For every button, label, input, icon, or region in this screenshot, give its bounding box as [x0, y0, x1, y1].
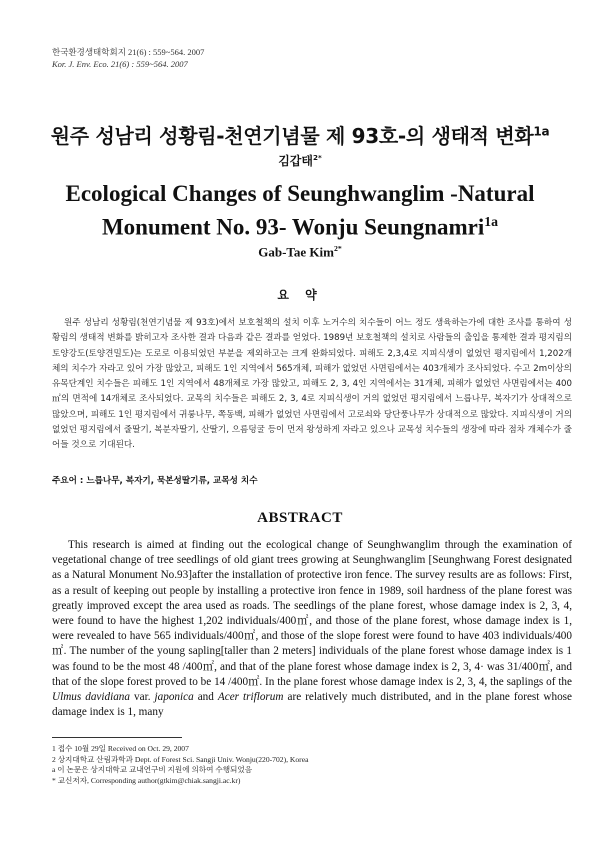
scientific-name: Ulmus davidiana — [52, 691, 130, 704]
footnote-funding: a 이 논문은 상지대학교 교내연구비 지원에 의하여 수행되었음 — [52, 765, 253, 774]
english-title-line-2: Monument No. 93- Wonju Seungnamri — [101, 214, 485, 240]
keywords: 주요어 : 느릅나무, 복자기, 묵본성딸기류, 교목성 치수 — [52, 476, 258, 486]
korean-title — [0, 120, 600, 149]
abstract-heading: ABSTRACT — [257, 510, 343, 526]
scientific-name: Acer triflorum — [217, 691, 284, 704]
english-title-footnote-mark: 1a — [484, 214, 499, 229]
footnote-affiliation: 2 상지대학교 산림과학과 Dept. of Forest Sci. Sangji Univ. Wonju(220-702), Korea — [52, 754, 309, 764]
english-author — [0, 244, 600, 260]
footnote-corresponding-author: * 교신저자, Corresponding author(gtkim@chiak.sangji.ac.kr) — [52, 775, 241, 785]
footnotes — [52, 744, 308, 786]
english-title — [0, 180, 600, 242]
journal-citation-ko: 한국환경생태학회지 21(6) : 559~564. 2007 — [52, 47, 205, 57]
summary-heading: 요 약 — [277, 288, 323, 302]
korean-author-name: 김갑태 — [278, 154, 313, 168]
korean-summary-paragraph: 원주 성남리 성황림(천연기념물 제 93호)에서 보호철책의 설치 이후 노거수의 치수들이 어느 정도 생육하는가에 대한 조사를 통하여 성황림의 생태적 변화를 밝히고자 조사한 결과 다음과 같은 결과를 얻었다. 1989년 보호철책의 설치로 사람들의 출입을 통제한 결과 평지림의 토양강도(토양견밀도)는 도로로 이용되었던 부분을 제외하고는 크게 완화되었다. 피해도 2,3,4로 지피식생이 없었던 평지림에서 1,202개체의 치수가 자라고 있어 가장 많았고, 피해도 1인 지역에서 565개체, 피해가 없었던 사면림에서는 403개체가 조사되었다. 수고 2m이상의 유목단계인 치수들은 피해도 1인 지역에서 48개체로 가장 많았고, 피해도 2, 3, 4인 지역에서는 31개체, 피해가 없었던 사면림에서는 400㎡의 면적에 14개체로 조사되었다. 교목의 치수들은 피해도 2, 3, 4로 지피식생이 거의 없었던 평지림에서 느릅나무, 복자기가 상대적으로 많았으며, 피해도 1인 평지림에서 귀룽나무, 쪽동백, 피해가 없었던 사면림에서 고로쇠와 당단풍나무가 상대적으로 많았다. 지피식생이 거의 없었던 평지림에서 줄딸기, 복분자딸기, 산딸기, 으름덩굴 등이 먼저 왕성하게 자라고 있으나 교목성 치수들의 생장에 따라 점차 개체수가 줄어들 것으로 기대된다. — [52, 318, 572, 451]
journal-citation-en: Kor. J. Env. Eco. 21(6) : 559~564. 2007 — [52, 59, 188, 69]
abstract-paragraph: This research is aimed at finding out the ecological change of Seunghwanglim through the examination of vegetational change of tree seedlings of old giant trees growing at Seunghwanglim [Seunghwang Forest designated as a Natural Monument No.93]after the installation of protective iron fence. The survey results are as follows: First, as a result of keeping out people by installing a protective iron fence in 1989, soil hardness of the plane forest was greatly improved except the area used as roads. The seedlings of the plane forest, whose damage index is 2, 3, 4, were found to have the highest 1,202 individuals/400㎡, and those of the plane forest, whose damage index is 1, were revealed to have 565 individuals/400㎡, and those of the slope forest were found to have 403 individuals/400㎡. The number of the young sapling[taller than 2 meters] individuals of the plane forest whose damage index is 1 was found to be the most 48 /400㎡, and that of the plane forest whose damage index is 2, 3, 4· was 31/400㎡, and that of the slope forest proved to be 14 /400㎡. In the plane forest whose damage index is 2, 3, 4, the saplings of the Ulmus davidiana var. japonica and Acer triflorum are relatively much distributed, and in the plane forest whose damage index is 1, many — [52, 539, 572, 719]
scientific-name: japonica — [154, 691, 194, 704]
korean-title-footnote-mark: 1a — [533, 124, 550, 139]
korean-title-text: 원주 성남리 성황림-천연기념물 제 93호-의 생태적 변화 — [50, 124, 534, 148]
korean-summary — [52, 316, 572, 454]
footnote-received: 1 접수 10월 29일 Received on Oct. 29, 2007 — [52, 744, 189, 753]
english-title-line-1: Ecological Changes of Seunghwanglim -Natural — [65, 181, 535, 206]
korean-author-footnote-mark: 2* — [313, 153, 322, 162]
english-title-line-2-wrap — [0, 208, 600, 242]
journal-citation — [52, 46, 204, 70]
english-author-name: Gab-Tae Kim — [258, 244, 334, 260]
english-author-footnote-mark: 2* — [333, 244, 342, 253]
korean-author — [0, 152, 600, 169]
footnote-divider — [52, 737, 182, 738]
abstract-body — [52, 538, 572, 720]
